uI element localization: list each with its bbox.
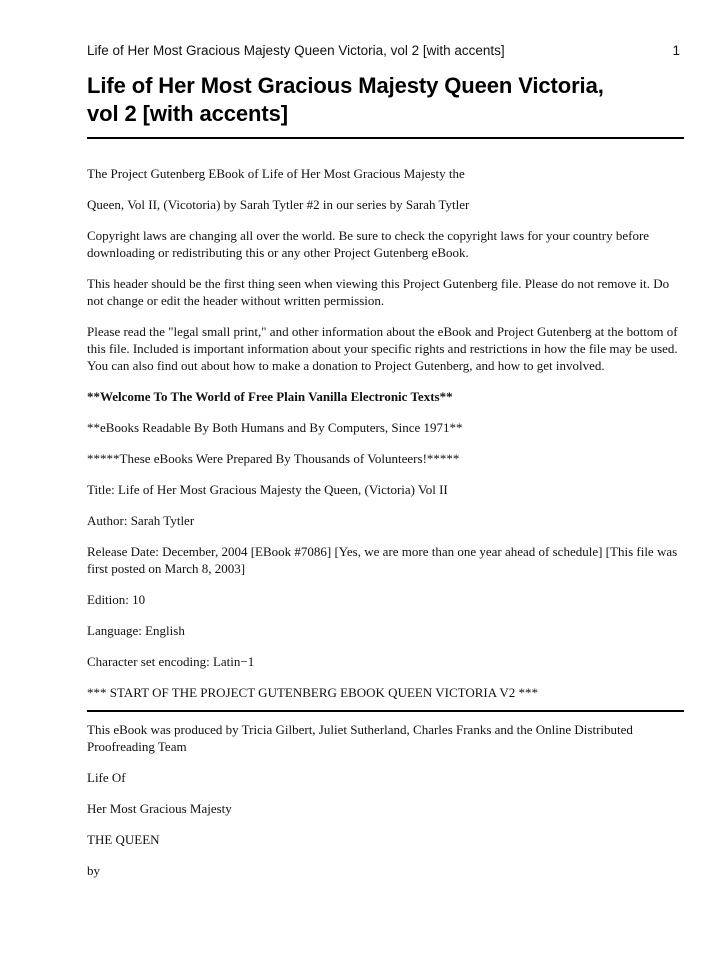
title-divider xyxy=(87,137,684,139)
paragraph-produced-by: This eBook was produced by Tricia Gilbert, Juliet Sutherland, Charles Franks and the Online Distributed Proofreading Team xyxy=(87,722,633,754)
paragraph-by: by xyxy=(87,863,100,878)
paragraph-the-queen: THE QUEEN xyxy=(87,832,160,847)
paragraph-her-majesty: Her Most Gracious Majesty xyxy=(87,801,232,816)
paragraph-title-line: Title: Life of Her Most Gracious Majesty the Queen, (Victoria) Vol II xyxy=(87,482,448,497)
document-title-line-1: Life of Her Most Gracious Majesty Queen Victoria, xyxy=(87,73,604,98)
paragraph-life-of: Life Of xyxy=(87,770,126,785)
running-header-title: Life of Her Most Gracious Majesty Queen Victoria, vol 2 [with accents] xyxy=(87,43,505,58)
page-number: 1 xyxy=(672,43,680,58)
paragraph-start-marker: *** START OF THE PROJECT GUTENBERG EBOOK QUEEN VICTORIA V2 *** xyxy=(87,685,539,700)
paragraph-encoding: Character set encoding: Latin−1 xyxy=(87,654,255,669)
paragraph-volunteers: *****These eBooks Were Prepared By Thousands of Volunteers!***** xyxy=(87,451,460,466)
document-body xyxy=(87,165,684,893)
paragraph-readable: **eBooks Readable By Both Humans and By Computers, Since 1971** xyxy=(87,420,463,435)
paragraph-legal-small-print: Please read the "legal small print," and other information about the eBook and Project Gutenberg at the bottom of this file. Included is important information about your specific rights and restrictions in how the file may be used. You can also find out about how to make a donation to Project Gutenberg, and how to get involved. xyxy=(87,324,678,373)
paragraph-release-date: Release Date: December, 2004 [EBook #7086] [Yes, we are more than one year ahead of schedule] [This file was first posted on March 8, 2003] xyxy=(87,544,678,576)
paragraph-ebook-series: Queen, Vol II, (Vicotoria) by Sarah Tytler #2 in our series by Sarah Tytler xyxy=(87,197,470,212)
paragraph-copyright: Copyright laws are changing all over the world. Be sure to check the copyright laws for your country before downloading or redistributing this or any other Project Gutenberg eBook. xyxy=(87,228,650,260)
document-title xyxy=(87,72,684,128)
paragraph-header-notice: This header should be the first thing seen when viewing this Project Gutenberg file. Please do not remove it. Do not change or edit the header without written permission. xyxy=(87,276,670,308)
paragraph-edition: Edition: 10 xyxy=(87,592,146,607)
paragraph-author: Author: Sarah Tytler xyxy=(87,513,195,528)
document-title-line-2: vol 2 [with accents] xyxy=(87,101,288,126)
paragraph-ebook-intro: The Project Gutenberg EBook of Life of Her Most Gracious Majesty the xyxy=(87,166,465,181)
paragraph-welcome: **Welcome To The World of Free Plain Vanilla Electronic Texts** xyxy=(87,389,453,404)
section-divider xyxy=(87,710,684,712)
paragraph-language: Language: English xyxy=(87,623,185,638)
